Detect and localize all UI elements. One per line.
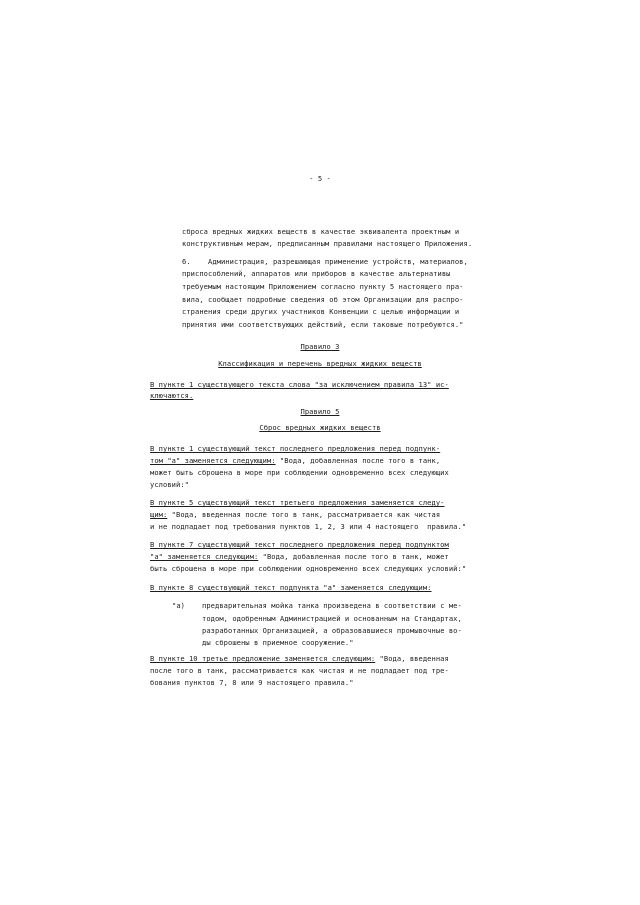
rule5-p5-line-1 xyxy=(150,653,449,665)
rule5-p4-item-line-4: ды сброшены в приемное сооружение." xyxy=(202,638,354,647)
rule5-p4-item-label: "а) xyxy=(172,601,185,610)
rule5-p4-item-line-3: разработанных Организацией, а образовавшиеся промывочные во- xyxy=(202,626,462,635)
rule5-p3-line-2-rest: "Вода, добавленная после того в танк, может xyxy=(258,552,449,561)
intro-line-2: конструктивным мерам, предписанным правилами настоящего Приложения. xyxy=(182,239,473,248)
rule5-p1-line-2-underlined: том "а" заменяется следующим: xyxy=(150,456,276,465)
rule5-p5-line-1-underlined: В пункте 10 третье предложение заменяется следующим: xyxy=(150,654,376,663)
page-number: - 5 - xyxy=(309,174,331,183)
item6-line-5: странения среди других участников Конвенции с целью информации и xyxy=(182,307,460,316)
rule5-title: Правило 5 xyxy=(300,407,340,416)
rule5-p2-line-2-underlined: щим: xyxy=(150,510,168,519)
intro-line-1: сброса вредных жидких веществ в качестве эквивалента проектным и xyxy=(182,227,460,236)
rule5-p3-line-2-underlined: "а" заменяется следующим: xyxy=(150,552,259,561)
rule3-subtitle: Классификация и перечень вредных жидких веществ xyxy=(218,359,422,368)
rule3-line-1: В пункте 1 существующего текста слова "за исключением правила 13" ис- xyxy=(150,380,449,389)
rule5-p1-line-1: В пункте 1 существующий текст последнего предложения перед подпунк- xyxy=(150,444,441,453)
rule5-p4-item-line-1: предварительная мойка танка произведена в соответствии с ме- xyxy=(202,601,462,610)
rule5-p2-line-1: В пункте 5 существующий текст третьего предложения заменяется следу- xyxy=(150,498,445,507)
rule3-line-2: ключаются. xyxy=(150,391,194,400)
rule5-p2-line-2 xyxy=(150,509,440,521)
rule5-p2-line-2-rest: "Вода, введенная после того в танк, рассматривается как чистая xyxy=(167,510,441,519)
rule5-p1-line-3: может быть сброшена в море при соблюдении одновременно всех следующих xyxy=(150,468,449,477)
rule5-subtitle: Сброс вредных жидких веществ xyxy=(259,423,381,432)
item6-line-4: вила, сообщает подробные сведения об этом Организации для распро- xyxy=(182,295,464,304)
rule5-p2-line-3: и не подпадает под требования пунктов 1, 2, 3 или 4 настоящего правила." xyxy=(150,522,467,531)
rule5-p4-item-line-2: тодом, одобренным Администрацией и основанным на Стандартах, xyxy=(202,614,462,623)
rule5-p4-line-1: В пункте 8 существующий текст подпункта "а" заменяется следующим: xyxy=(150,583,432,592)
rule5-p5-line-2: после того в танк, рассматривается как чистая и не подпадает под тре- xyxy=(150,666,449,675)
item6-line-1: 6. Администрация, разрешающая применение устройств, материалов, xyxy=(182,257,468,266)
rule5-p5-line-1-rest: "Вода, введенная xyxy=(375,654,449,663)
rule5-p3-line-1: В пункте 7 существующий текст последнего предложения перед подпунктом xyxy=(150,540,449,549)
rule5-p1-line-2-rest: "Вода, добавленная после того в танк, xyxy=(275,456,441,465)
rule3-title: Правило 3 xyxy=(300,342,340,351)
rule5-p5-line-3: бования пунктов 7, 8 или 9 настоящего правила." xyxy=(150,678,354,687)
item6-line-6: принятия ими соответствующих действий, если таковые потребуются." xyxy=(182,320,464,329)
rule5-p3-line-3: быть сброшена в море при соблюдении одновременно всех следующих условий:" xyxy=(150,564,467,573)
item6-line-2: приспособлений, аппаратов или приборов в качестве альтернативы xyxy=(182,269,451,278)
rule5-p1-line-4: условий:" xyxy=(150,480,189,489)
rule5-p1-line-2 xyxy=(150,455,440,467)
item6-line-3: требуемым настоящим Приложением согласно пункту 5 настоящего пра- xyxy=(182,282,464,291)
rule5-p3-line-2 xyxy=(150,551,449,563)
